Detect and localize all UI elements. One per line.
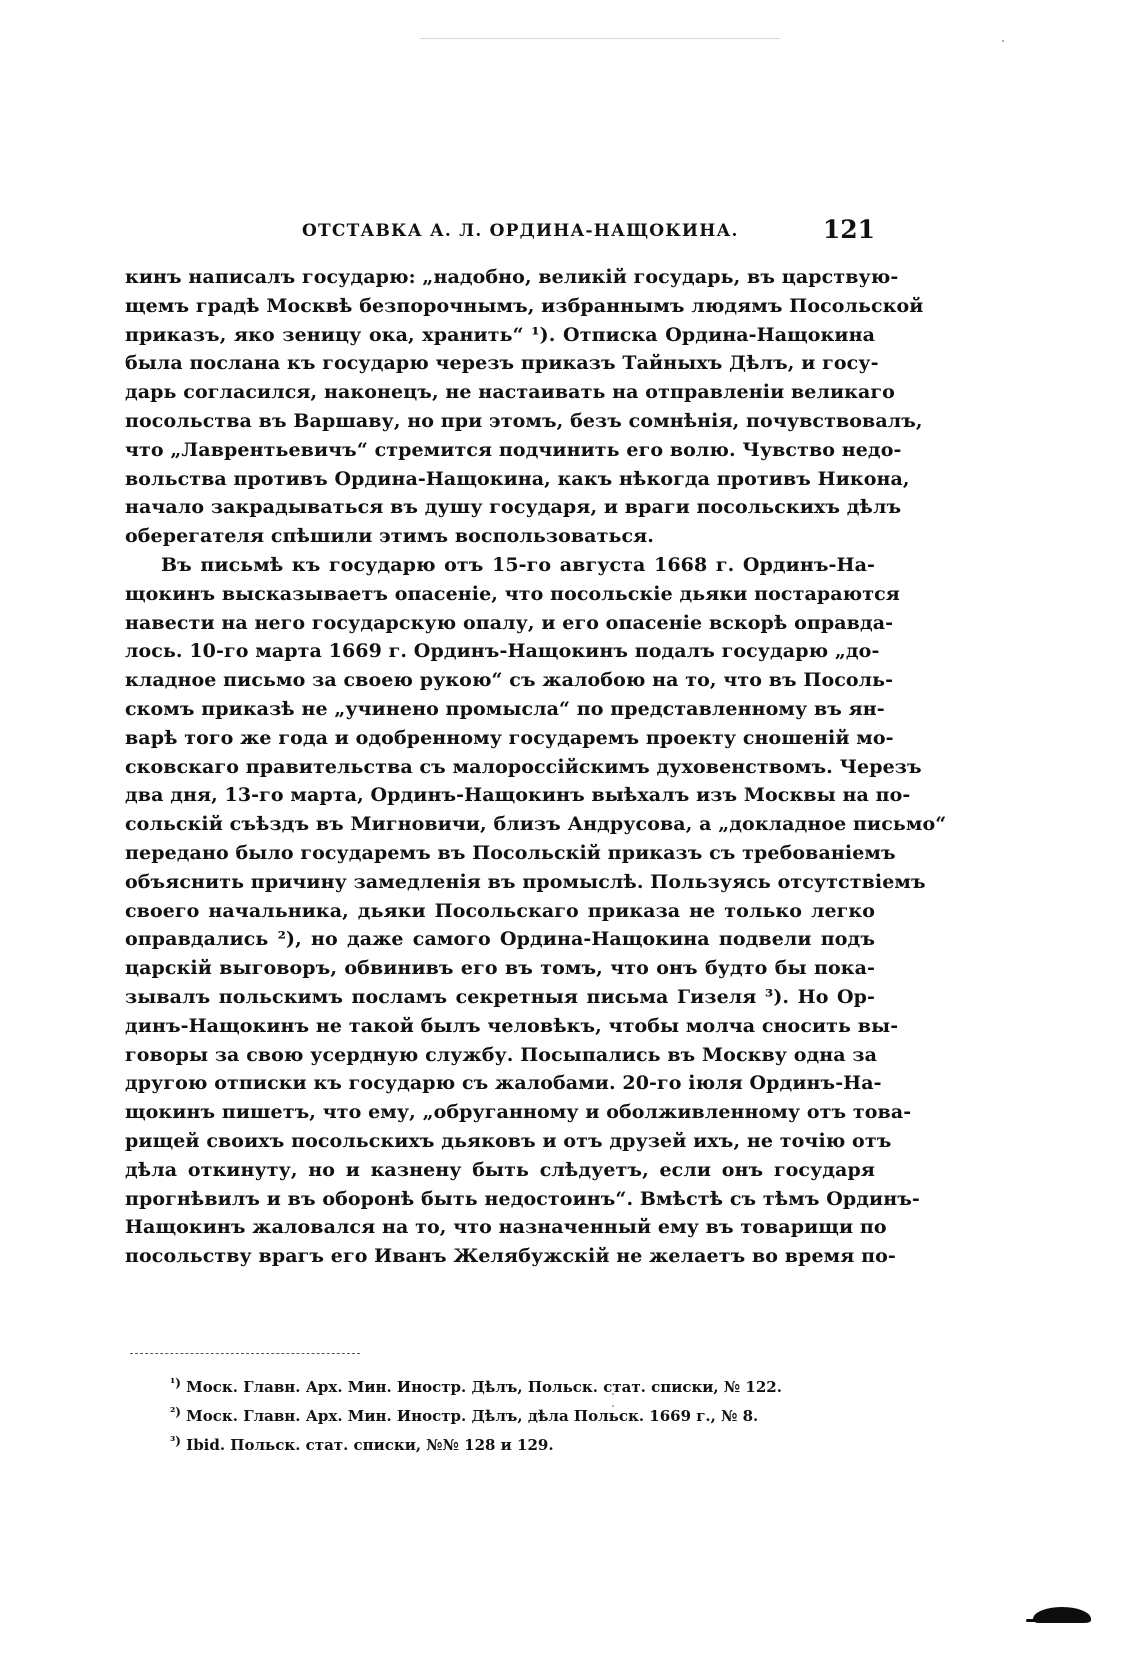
footnote-separator xyxy=(130,1353,360,1354)
text-line: объяснить причину замедленія въ промыслѣ. Пользуясь отсутствіемъ xyxy=(125,870,926,893)
text-line: щемъ градѣ Москвѣ безпорочнымъ, избраннымъ людямъ Посольской xyxy=(125,294,924,317)
text-line: дѣла откинуту, но и казнену быть слѣдуетъ, если онъ государя xyxy=(125,1158,875,1181)
text-line: кладное письмо за своею рукою“ съ жалобою на то, что въ Посоль- xyxy=(125,669,894,692)
text-line: щокинъ высказываетъ опасеніе, что посольскіе дьяки постараются xyxy=(125,582,900,605)
footnote xyxy=(170,1427,870,1456)
text-line: вольства противъ Ордина-Нащокина, какъ нѣкогда противъ Никона, xyxy=(125,467,910,490)
footnote-text: Моск. Главн. Арх. Мин. Иностр. Дѣлъ, Польск. стат. списки, № 122. xyxy=(186,1378,782,1396)
text-line: посольству врагъ его Иванъ Желябужскій не желаетъ во время по- xyxy=(125,1245,896,1268)
text-line: говоры за свою усердную службу. Посыпались въ Москву одна за xyxy=(125,1043,878,1066)
text-line: навести на него государскую опалу, и его опасеніе вскорѣ оправда- xyxy=(125,611,894,634)
text-line: оправдались ²), но даже самого Ордина-Нащокина подвели подъ xyxy=(125,928,875,951)
text-line: прогнѣвилъ и въ оборонѣ быть недостоинъ“. Вмѣстѣ съ тѣмъ Ординъ- xyxy=(125,1187,920,1210)
text-line: Въ письмѣ къ государю отъ 15-го августа 1668 г. Ординъ-На- xyxy=(161,553,875,576)
text-line: оберегателя спѣшили этимъ воспользоваться. xyxy=(125,525,654,548)
footnote xyxy=(170,1369,870,1398)
text-line: Нащокинъ жаловался на то, что назначенный ему въ товарищи по xyxy=(125,1216,887,1239)
text-line: варѣ того же года и одобренному государемъ проекту сношеній мо- xyxy=(125,726,894,749)
text-line: дарь согласился, наконецъ, не настаивать на отправленіи великаго xyxy=(125,381,895,404)
text-line: зывалъ польскимъ посламъ секретныя письма Гизеля ³). Но Ор- xyxy=(125,985,875,1008)
text-line: своего начальника, дьяки Посольскаго приказа не только легко xyxy=(125,899,875,922)
text-line: рищей своихъ посольскихъ дьяковъ и отъ друзей ихъ, не точію отъ xyxy=(125,1129,892,1152)
text-line: кинъ написалъ государю: „надобно, великій государь, въ царствую- xyxy=(125,266,899,288)
footnote-mark: ¹) xyxy=(170,1376,181,1390)
text-line: приказъ, яко зеницу ока, хранить“ ¹). Отписка Ордина-Нащокина xyxy=(125,323,875,346)
text-line: сковскаго правительства съ малороссійскимъ духовенствомъ. Черезъ xyxy=(125,755,922,778)
text-line: лось. 10-го марта 1669 г. Ординъ-Нащокинъ подалъ государю „до- xyxy=(125,640,880,663)
footnote-text: Моск. Главн. Арх. Мин. Иностр. Дѣлъ, дѣла Польск. 1669 г., № 8. xyxy=(186,1407,759,1425)
scan-speck xyxy=(1002,40,1004,42)
footnote-mark: ²) xyxy=(170,1405,181,1419)
footnotes xyxy=(170,1369,870,1456)
text-line: передано было государемъ въ Посольскій приказъ съ требованіемъ xyxy=(125,841,896,864)
text-line: сольскій съѣздъ въ Мигновичи, близъ Андрусова, а „докладное письмо“ xyxy=(125,813,947,836)
page-number: 121 xyxy=(822,215,875,244)
body-text xyxy=(125,263,947,1271)
footnote-text: Ibid. Польск. стат. списки, №№ 128 и 129. xyxy=(186,1436,554,1454)
text-line: была послана къ государю черезъ приказъ Тайныхъ Дѣлъ, и госу- xyxy=(125,352,879,375)
text-line: что „Лаврентьевичъ“ стремится подчинить его волю. Чувство недо- xyxy=(125,438,902,461)
text-line: два дня, 13-го марта, Ординъ-Нащокинъ выѣхалъ изъ Москвы на по- xyxy=(125,784,911,807)
text-line: посольства въ Варшаву, но при этомъ, безъ сомнѣнія, почувствовалъ, xyxy=(125,409,923,432)
scan-edge-line xyxy=(420,38,780,39)
ink-blot-tail xyxy=(1026,1619,1036,1622)
running-title: ОТСТАВКА А. Л. ОРДИНА-НАЩОКИНА. xyxy=(302,221,739,241)
footnote xyxy=(170,1398,870,1427)
ink-blot xyxy=(1033,1607,1091,1623)
footnote-mark: ³) xyxy=(170,1434,181,1448)
text-line: начало закрадываться въ душу государя, и враги посольскихъ дѣлъ xyxy=(125,496,902,519)
text-line: другою отписки къ государю съ жалобами. 20-го іюля Ординъ-На- xyxy=(125,1072,882,1095)
text-line: царскій выговоръ, обвинивъ его въ томъ, что онъ будто бы пока- xyxy=(125,957,875,980)
text-line: динъ-Нащокинъ не такой былъ человѣкъ, чтобы молча сносить вы- xyxy=(125,1014,899,1037)
text-line: скомъ приказѣ не „учинено промысла“ по представленному въ ян- xyxy=(125,697,885,720)
page-header xyxy=(302,215,875,249)
text-line: щокинъ пишетъ, что ему, „обруганному и оболживленному отъ това- xyxy=(125,1101,912,1124)
